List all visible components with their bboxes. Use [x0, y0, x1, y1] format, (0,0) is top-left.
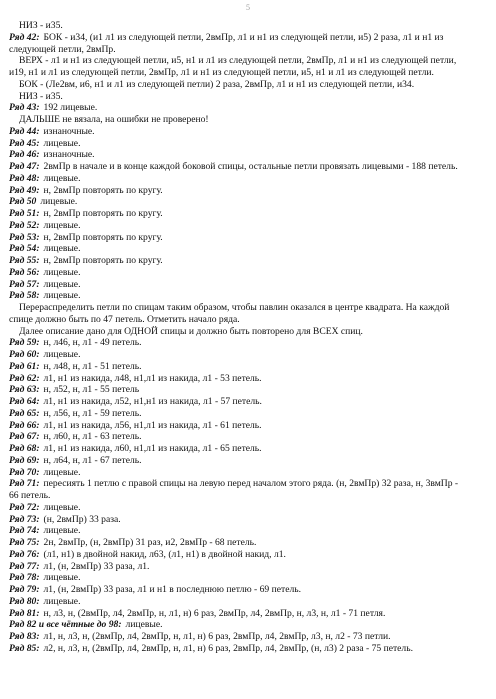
text-line: [9, 79, 488, 91]
row-label: Ряд 48:: [9, 172, 40, 184]
text-line: [9, 373, 488, 385]
text-line: [9, 361, 488, 373]
pattern-text: [9, 20, 488, 655]
line-text: ДАЛЬШЕ не вязала, на ошибки не проверено!: [19, 114, 209, 125]
row-label: Ряд 80:: [9, 595, 40, 607]
line-text: лицевые.: [125, 619, 163, 631]
text-line: [9, 149, 488, 161]
row-label: Ряд 54:: [9, 243, 40, 255]
text-line: [9, 619, 488, 631]
text-line: [9, 643, 488, 655]
line-text: следующей петли, 2вмПр.: [9, 43, 116, 55]
text-line: [9, 279, 488, 291]
text-line: [9, 114, 488, 126]
line-text: лицевые.: [43, 466, 81, 478]
line-text: лицевые.: [43, 290, 81, 302]
text-line: [9, 255, 488, 267]
line-text: н, 2вмПр повторять по кругу.: [43, 231, 163, 243]
line-text: л1, н1 из накида, л48, н1,л1 из накида, л1 - 53 петель.: [43, 372, 262, 384]
line-text: л1, н1 из накида, л60, н1,л1 из накида, л1 - 65 петель.: [43, 443, 262, 454]
row-label: Ряд 68:: [9, 443, 40, 454]
line-text: л1, н, л3, н, (2вмПр, л4, 2вмПр, н, л1, н) 6 раз, 2вмПр, л4, 2вмПр, л3, н, л2 - 73 петли.: [43, 631, 391, 642]
line-text: л1, (н, 2вмПр) 33 раза, л1 и н1 в последнюю петлю - 69 петель.: [43, 584, 302, 595]
line-text: БОК - и34, (и1 л1 из следующей петли, 2вмПр, л1 и н1 из следующей петли, и5) 2 раза, л1 и н1 из: [43, 31, 444, 43]
row-label: Ряд 81:: [9, 607, 40, 619]
row-label: Ряд 62:: [9, 372, 40, 384]
line-text: л2, н, л3, н, (2вмПр, л4, 2вмПр, н, л1, н) 6 раз, 2вмПр, л4, 2вмПр, (н, л3) 2 раза - 75 петель.: [43, 642, 413, 654]
row-label: Ряд 70:: [9, 466, 40, 478]
line-text: н, л56, н, л1 - 59 петель.: [43, 407, 142, 419]
row-label: Ряд 52:: [9, 219, 40, 231]
row-label: Ряд 45:: [9, 137, 40, 149]
line-text: (н, 2вмПр) 33 раза.: [43, 513, 121, 525]
row-label: Ряд 72:: [9, 501, 40, 513]
line-text: лицевые.: [43, 595, 81, 607]
row-label: Ряд 59:: [9, 337, 40, 349]
text-line: [9, 302, 488, 314]
line-text: 2вмПр в начале и в конце каждой боковой спицы, остальные петли провязать лицевыми - 188 петель.: [43, 161, 458, 172]
text-line: [9, 349, 488, 361]
row-label: Ряд 60:: [9, 349, 40, 360]
line-text: лицевые.: [43, 243, 81, 255]
text-line: [9, 126, 488, 138]
text-line: [9, 455, 488, 467]
line-text: БОК - (Лe2вм, и6, н1 и л1 из следующей петли) 2 раза, 2вмПр, л1 и н1 из следующей петли, и34.: [19, 78, 415, 90]
text-line: [9, 420, 488, 432]
line-text: изнаночные.: [43, 125, 95, 137]
text-line: [9, 102, 488, 114]
text-line: [9, 478, 488, 490]
line-text: ВЕРХ - л1 и н1 из следующей петли, и5, н1 и л1 из следующей петли, 2вмПр, л1 и н1 из следующей петли,: [19, 55, 457, 67]
text-line: [9, 185, 488, 197]
row-label: Ряд 64:: [9, 396, 40, 407]
line-text: 192 лицевые.: [43, 102, 98, 114]
line-text: н, 2вмПр повторять по кругу.: [43, 184, 163, 196]
row-label: Ряд 83:: [9, 631, 40, 642]
row-label: Ряд 55:: [9, 255, 40, 266]
text-line: [9, 502, 488, 514]
line-text: изнаночные.: [43, 149, 95, 161]
text-line: [9, 337, 488, 349]
row-label: Ряд 47:: [9, 161, 40, 172]
row-label: Ряд 67:: [9, 431, 40, 443]
line-text: НИЗ - и35.: [19, 20, 63, 31]
line-text: н, л3, н, (2вмПр, л4, 2вмПр, н, л1, н) 6 раз, 2вмПр, л4, 2вмПр, н, л3, н, л1 - 71 петля.: [43, 607, 386, 619]
text-line: [9, 20, 488, 32]
line-text: н, л48, н, л1 - 51 петель.: [43, 360, 142, 372]
line-text: лицевые.: [43, 501, 81, 513]
line-text: лицевые.: [43, 219, 81, 231]
text-line: [9, 314, 488, 326]
line-text: 2н, 2вмПр, (н, 2вмПр) 31 раз, и2, 2вмПр - 68 петель.: [43, 537, 257, 548]
row-label: Ряд 53:: [9, 231, 40, 243]
line-text: л1, н1 из накида, л52, н1,н1 из накида, л1 - 57 петель.: [43, 396, 262, 407]
row-label: Ряд 56:: [9, 266, 40, 278]
line-text: лицевые.: [40, 196, 78, 208]
text-line: [9, 596, 488, 608]
line-text: лицевые.: [43, 572, 81, 584]
text-line: [9, 525, 488, 537]
row-label: Ряд 71:: [9, 478, 40, 490]
line-text: н, л46, н, л1 - 49 петель.: [43, 337, 142, 349]
line-text: л1, н1 из накида, л56, н1,л1 из накида, л1 - 61 петель.: [43, 419, 262, 431]
line-text: лицевые.: [43, 349, 81, 360]
line-text: н, л52, н, л1 - 55 петель: [43, 384, 140, 396]
row-label: Ряд 73:: [9, 513, 40, 525]
row-label: Ряд 77:: [9, 560, 40, 572]
line-text: и19, н1 и л1 из следующей петли, 2вмПр, л1 и н1 из следующей петли, и5, н1 и л1 из следующей петли.: [9, 67, 434, 78]
row-label: Ряд 65:: [9, 407, 40, 419]
text-line: [9, 396, 488, 408]
row-label: Ряд 82 и все чётные до 98:: [9, 619, 122, 631]
text-line: [9, 431, 488, 443]
line-text: н, 2вмПр повторять по кругу.: [43, 208, 163, 219]
line-text: л1, (н, 2вмПр) 33 раза, л1.: [43, 560, 150, 572]
row-label: Ряд 57:: [9, 278, 40, 290]
text-line: [9, 537, 488, 549]
page-number: 5: [246, 3, 250, 12]
text-line: [9, 384, 488, 396]
line-text: (л1, н1) в двойной накид, л63, (л1, н1) в двойной накид, л1.: [43, 548, 286, 560]
row-label: Ряд 50: [9, 196, 37, 208]
text-line: [9, 196, 488, 208]
text-line: [9, 467, 488, 479]
row-label: Ряд 75:: [9, 537, 40, 548]
line-text: НИЗ - и35.: [19, 90, 63, 102]
row-label: Ряд 43:: [9, 102, 40, 114]
text-line: [9, 220, 488, 232]
row-label: Ряд 51:: [9, 208, 40, 219]
row-label: Ряд 66:: [9, 419, 40, 431]
text-line: [9, 267, 488, 279]
line-text: лицевые.: [43, 278, 81, 290]
text-line: [9, 584, 488, 596]
text-line: [9, 443, 488, 455]
row-label: Ряд 44:: [9, 125, 40, 137]
line-text: лицевые.: [43, 266, 81, 278]
row-label: Ряд 63:: [9, 384, 40, 396]
text-line: [9, 32, 488, 44]
line-text: Перераспределить петли по спицам таким образом, чтобы павлин оказался в центре квадрата. На каждой: [19, 302, 450, 313]
line-text: лицевые.: [43, 525, 81, 537]
line-text: 66 петель.: [9, 490, 51, 501]
text-line: [9, 561, 488, 573]
text-line: [9, 408, 488, 420]
row-label: Ряд 74:: [9, 525, 40, 537]
line-text: лицевые.: [43, 137, 81, 149]
text-line: [9, 208, 488, 220]
text-line: [9, 55, 488, 67]
row-label: Ряд 85:: [9, 642, 40, 654]
text-line: [9, 514, 488, 526]
row-label: Ряд 69:: [9, 454, 40, 466]
text-line: [9, 572, 488, 584]
text-line: [9, 290, 488, 302]
row-label: Ряд 42:: [9, 31, 40, 43]
text-line: [9, 44, 488, 56]
line-text: н, л60, н, л1 - 63 петель.: [43, 431, 142, 443]
line-text: лицевые.: [43, 172, 81, 184]
row-label: Ряд 46:: [9, 149, 40, 161]
row-label: Ряд 79:: [9, 584, 40, 595]
row-label: Ряд 58:: [9, 290, 40, 302]
row-label: Ряд 61:: [9, 360, 40, 372]
row-label: Ряд 76:: [9, 548, 40, 560]
text-line: [9, 631, 488, 643]
line-text: н, л64, н, л1 - 67 петель.: [43, 454, 142, 466]
text-line: [9, 67, 488, 79]
row-label: Ряд 78:: [9, 572, 40, 584]
line-text: Далее описание дано для ОДНОЙ спицы и должно быть повторено для ВСЕХ спиц.: [19, 325, 363, 337]
text-line: [9, 91, 488, 103]
text-line: [9, 326, 488, 338]
row-label: Ряд 49:: [9, 184, 40, 196]
text-line: [9, 173, 488, 185]
text-line: [9, 490, 488, 502]
text-line: [9, 549, 488, 561]
text-line: [9, 243, 488, 255]
line-text: пересиять 1 петлю с правой спицы на левую перед началом этого ряда. (н, 2вмПр) 32 раза, н, 3вмПр -: [43, 478, 459, 490]
line-text: н, 2вмПр повторять по кругу.: [43, 255, 163, 266]
line-text: спице должно быть по 47 петель. Отметить начало ряда.: [9, 313, 240, 325]
text-line: [9, 138, 488, 150]
text-line: [9, 608, 488, 620]
text-line: [9, 232, 488, 244]
text-line: [9, 161, 488, 173]
